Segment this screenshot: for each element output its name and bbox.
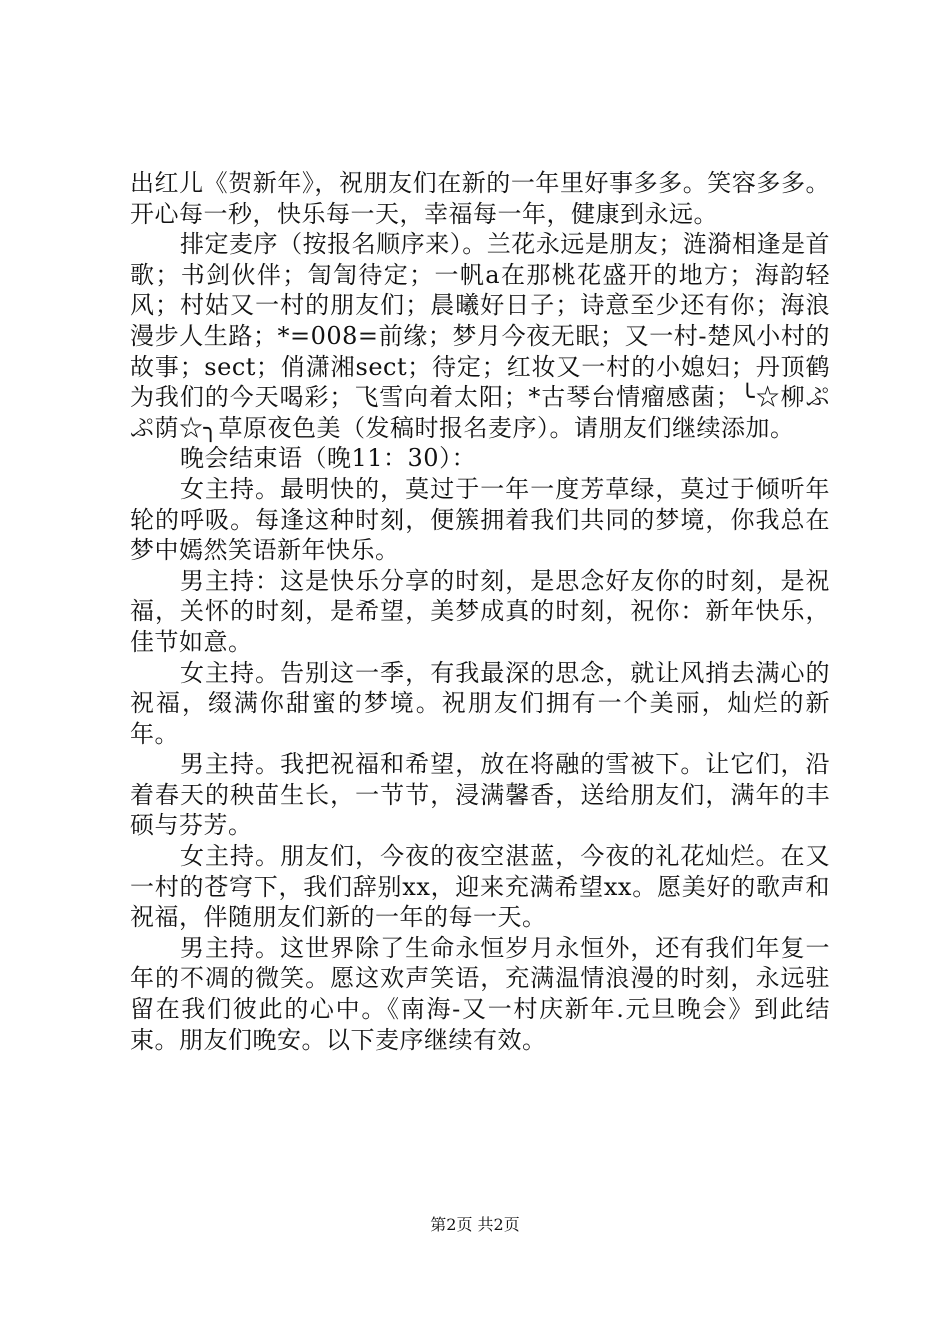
paragraph-male-host-3: 男主持。这世界除了生命永恒岁月永恒外，还有我们年复一年的不凋的微笑。愿这欢声笑语，充满温情浪漫的时刻，永远驻留在我们彼此的心中。《南海-又一村庆新年.元旦晚会》到此结束。朋友们晚安。以下麦序继续有效。	[130, 933, 830, 1054]
paragraph-female-host-2: 女主持。告别这一季，有我最深的思念，就让风捎去满心的祝福，缀满你甜蜜的梦境。祝朋友们拥有一个美丽，灿烂的新年。	[130, 658, 830, 748]
paragraph-opening-greeting: 出红儿《贺新年》，祝朋友们在新的一年里好事多多。笑容多多。开心每一秒，快乐每一天，幸福每一年，健康到永远。	[130, 169, 830, 228]
paragraph-closing-heading: 晚会结束语（晚11：30）：	[180, 444, 477, 473]
paragraph-male-host-2: 男主持。我把祝福和希望，放在将融的雪被下。让它们，沿着春天的秧苗生长，一节节，浸满馨香，送给朋友们，满年的丰硕与芬芳。	[130, 750, 830, 840]
paragraph-mic-order: 排定麦序（按报名顺序来）。兰花永远是朋友；涟漪相逢是首歌；书剑伙伴；訇訇待定；一帆a在那桃花盛开的地方；海韵轻风；村姑又一村的朋友们；晨曦好日子；诗意至少还有你；海浪漫步人生路；*=008=前缘；梦月今夜无眠；又一村-楚风小村的故事；sect；俏潇湘sect；待定；红妆又一村的小媳妇；丹顶鹤为我们的今天喝彩；飞雪向着太阳；*古琴台情瘤感菌；╰☆柳ぷぷ荫☆╮草原夜色美（发稿时报名麦序）。请朋友们继续添加。	[130, 230, 830, 442]
page-number-footer: 第2页 共2页	[430, 1215, 520, 1234]
document-body	[130, 168, 830, 1055]
paragraph-female-host-3: 女主持。朋友们，今夜的夜空湛蓝，今夜的礼花灿烂。在又一村的苍穹下，我们辞别xx，迎来充满希望xx。愿美好的歌声和祝福，伴随朋友们新的一年的每一天。	[130, 842, 830, 932]
paragraph-male-host-1: 男主持：这是快乐分享的时刻，是思念好友你的时刻，是祝福，关怀的时刻，是希望，美梦成真的时刻，祝你：新年快乐，佳节如意。	[130, 566, 830, 656]
paragraph-female-host-1: 女主持。最明快的，莫过于一年一度芳草绿，莫过于倾听年轮的呼吸。每逢这种时刻，便簇拥着我们共同的梦境，你我总在梦中嫣然笑语新年快乐。	[130, 474, 830, 565]
